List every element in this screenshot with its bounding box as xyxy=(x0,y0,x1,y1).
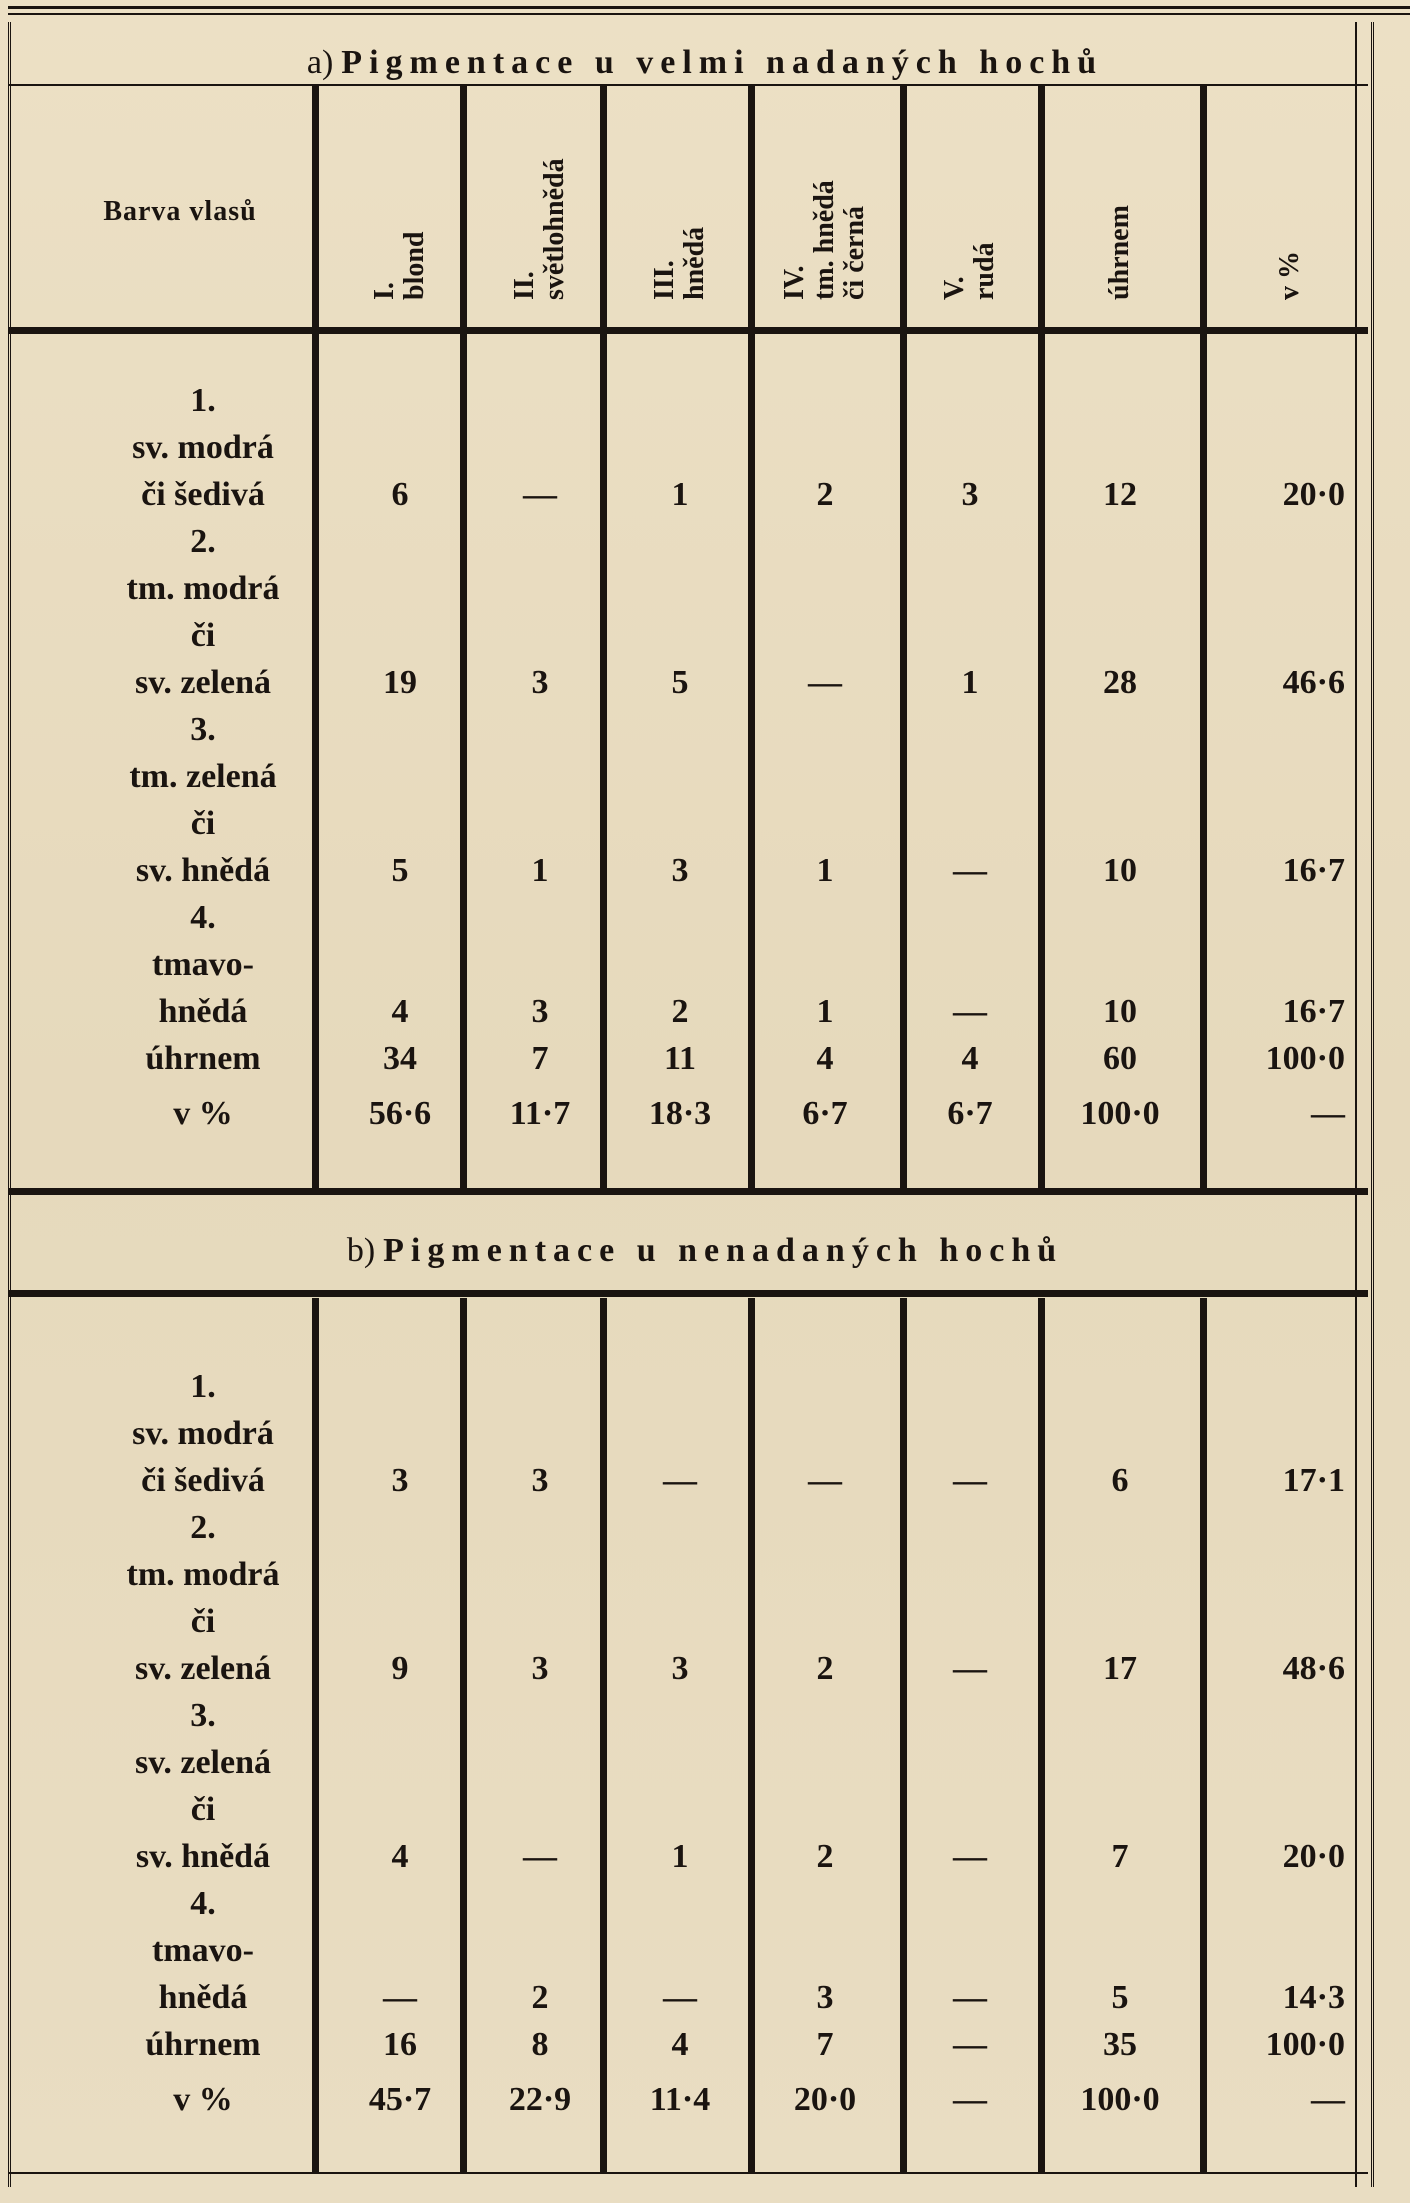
section-b-total-cell: — xyxy=(953,2026,987,2063)
section-b-row-label xyxy=(88,1880,318,2021)
section-a-percent-cell: 56·6 xyxy=(368,1095,432,1132)
section-a-percent-cell: 6·7 xyxy=(947,1095,993,1132)
row-label-line: 3. xyxy=(190,1697,216,1734)
section-b-row-label xyxy=(88,1504,318,1692)
section-b-cell: 5 xyxy=(1111,1979,1129,2016)
row-label-line: sv. hnědá xyxy=(135,1838,271,1875)
section-b-cell: — xyxy=(663,1979,697,2016)
section-b-cell: 2 xyxy=(531,1979,549,2016)
row-label-line: sv. hnědá xyxy=(135,852,271,889)
section-a-title-rule xyxy=(8,84,1368,86)
section-a-cell: 10 xyxy=(1103,993,1137,1030)
section-a-cell: 6 xyxy=(391,476,409,513)
section-b-total-cell: 7 xyxy=(816,2026,834,2063)
section-a-cell: 1 xyxy=(816,852,834,889)
row-label-line: 2. xyxy=(190,1509,216,1546)
section-a-total-cell: 7 xyxy=(531,1040,549,1077)
column-header-2 xyxy=(510,158,570,300)
section-a-bottom-rule xyxy=(8,1188,1368,1195)
section-a-cell: 1 xyxy=(961,664,979,701)
section-a-cell: — xyxy=(808,664,842,701)
section-a-cell: 1 xyxy=(816,993,834,1030)
section-a-total-label: úhrnem xyxy=(145,1040,261,1077)
section-a-prefix: a) xyxy=(306,44,334,81)
column-header-4 xyxy=(780,180,870,300)
row-label-line: tm. zelená xyxy=(129,758,277,795)
section-a-row-label xyxy=(88,894,318,1035)
section-a-total-cell: 34 xyxy=(383,1040,417,1077)
section-a-percent-cell: — xyxy=(1311,1095,1345,1132)
row-label-line: sv. zelená xyxy=(135,1744,271,1781)
section-b-cell: 20·0 xyxy=(1282,1838,1345,1875)
section-a-cell: 20·0 xyxy=(1282,476,1345,513)
section-b-total-cell: 35 xyxy=(1103,2026,1137,2063)
section-b-row-label xyxy=(88,1692,318,1880)
section-a-header-rule xyxy=(8,327,1368,334)
section-a-cell: 1 xyxy=(671,476,689,513)
section-b-cell: 48·6 xyxy=(1282,1650,1345,1687)
column-header-line: světlohnědá xyxy=(539,158,570,300)
section-b-cell: 4 xyxy=(391,1838,409,1875)
column-header-line: blond xyxy=(399,231,430,300)
section-b-percent-label: v % xyxy=(173,2081,233,2118)
section-a-cell: 28 xyxy=(1103,664,1137,701)
section-a-cell: 46·6 xyxy=(1282,664,1345,701)
section-b-total-label: úhrnem xyxy=(145,2026,261,2063)
row-label-line: tmavo- xyxy=(152,1932,254,1969)
column-header-5 xyxy=(940,242,1000,300)
column-header-line: III. xyxy=(649,260,680,300)
section-b-cell: 3 xyxy=(531,1462,549,1499)
section-b-percent-cell: 45·7 xyxy=(368,2081,432,2118)
section-b-cell: 2 xyxy=(816,1650,834,1687)
section-a-cell: — xyxy=(953,993,987,1030)
row-label-line: 4. xyxy=(190,899,216,936)
section-a-cell: 3 xyxy=(671,852,689,889)
section-b-cell: 2 xyxy=(816,1838,834,1875)
section-a-cell: 16·7 xyxy=(1282,852,1345,889)
section-a-cell: 5 xyxy=(391,852,409,889)
section-b-cell: — xyxy=(953,1838,987,1875)
section-b-cell: 17·1 xyxy=(1282,1462,1345,1499)
section-b-cell: 14·3 xyxy=(1282,1979,1345,2016)
section-b-cell: — xyxy=(663,1462,697,1499)
section-a-cell: 19 xyxy=(383,664,417,701)
hair-color-header: Barva vlasů xyxy=(103,196,257,227)
section-b-percent-cell: 100·0 xyxy=(1080,2081,1160,2118)
section-a-cell: 16·7 xyxy=(1282,993,1345,1030)
section-b-cell: 1 xyxy=(671,1838,689,1875)
row-label-line: 2. xyxy=(190,523,216,560)
row-label-line: tm. modrá xyxy=(126,1556,280,1593)
section-a-row-label xyxy=(88,706,318,894)
column-header-6 xyxy=(1105,205,1135,300)
section-b-percent-cell: 20·0 xyxy=(793,2081,857,2118)
column-header-line: tm. hnědá xyxy=(809,180,840,300)
section-b-title-text: Pigmentace u nenadaných hochů xyxy=(383,1232,1064,1269)
section-a-cell: 3 xyxy=(961,476,979,513)
column-header-line: V. xyxy=(939,276,970,300)
section-b-cell: — xyxy=(953,1462,987,1499)
column-header-line: II. xyxy=(509,271,540,300)
row-label-line: sv. zelená xyxy=(135,664,271,701)
row-label-line: či xyxy=(190,1791,216,1828)
section-a-title-text: Pigmentace u velmi nadaných hochů xyxy=(341,44,1104,81)
section-a-total-cell: 4 xyxy=(816,1040,834,1077)
section-b-cell: 6 xyxy=(1111,1462,1129,1499)
section-b-cell: — xyxy=(953,1650,987,1687)
section-b-cell: 3 xyxy=(391,1462,409,1499)
section-a-total-cell: 100·0 xyxy=(1265,1040,1345,1077)
section-b-cell: — xyxy=(808,1462,842,1499)
section-a-row-label xyxy=(88,518,318,706)
section-a-cell: 2 xyxy=(671,993,689,1030)
frame-inner-right-line xyxy=(1355,22,1357,2187)
column-header-line: úhrnem xyxy=(1104,205,1135,300)
section-b-title xyxy=(0,1232,1410,1270)
section-a-cell: — xyxy=(523,476,557,513)
column-header-1 xyxy=(370,232,430,301)
section-b-cell: — xyxy=(383,1979,417,2016)
section-b-prefix: b) xyxy=(346,1232,376,1269)
column-header-7 xyxy=(1275,251,1305,300)
column-header-line: IV. xyxy=(779,265,810,300)
row-label-line: či xyxy=(190,1603,216,1640)
row-label-line: tmavo- xyxy=(152,946,254,983)
section-b-cell: — xyxy=(523,1838,557,1875)
section-b-total-cell: 100·0 xyxy=(1265,2026,1345,2063)
section-a-cell: 10 xyxy=(1103,852,1137,889)
section-b-total-cell: 8 xyxy=(531,2026,549,2063)
section-a-percent-cell: 11·7 xyxy=(509,1095,571,1132)
row-label-line: sv. zelená xyxy=(135,1650,271,1687)
section-a-total-cell: 4 xyxy=(961,1040,979,1077)
section-a-cell: — xyxy=(953,852,987,889)
section-b-percent-cell: — xyxy=(953,2081,987,2118)
section-a-cell: 2 xyxy=(816,476,834,513)
column-header-line: I. xyxy=(369,282,400,300)
section-b-percent-cell: — xyxy=(1311,2081,1345,2118)
section-a-cell: 1 xyxy=(531,852,549,889)
section-b-cell: 9 xyxy=(391,1650,409,1687)
section-b-cell: 17 xyxy=(1103,1650,1137,1687)
section-b-cell: — xyxy=(953,1979,987,2016)
section-b-cell: 3 xyxy=(816,1979,834,2016)
section-b-total-cell: 4 xyxy=(671,2026,689,2063)
row-label-line: tm. modrá xyxy=(126,570,280,607)
top-rule-second xyxy=(8,13,1410,15)
row-label-line: 3. xyxy=(190,711,216,748)
row-label-line: 1. xyxy=(190,1368,216,1405)
row-label-line: hnědá xyxy=(158,993,248,1030)
section-a-total-cell: 11 xyxy=(663,1040,697,1077)
column-header-line: rudá xyxy=(969,242,1000,300)
section-a-cell: 3 xyxy=(531,664,549,701)
section-a-total-cell: 60 xyxy=(1103,1040,1137,1077)
column-header-3 xyxy=(650,227,710,300)
section-b-percent-cell: 11·4 xyxy=(649,2081,711,2118)
row-label-line: či xyxy=(190,617,216,654)
section-a-cell: 5 xyxy=(671,664,689,701)
top-rule xyxy=(8,6,1410,9)
section-b-row-label xyxy=(88,1363,318,1504)
row-label-line: 1. xyxy=(190,382,216,419)
section-b-cell: 7 xyxy=(1111,1838,1129,1875)
row-label-line: sv. modrá xyxy=(132,1415,274,1452)
row-label-line: či šedivá xyxy=(141,1462,265,1499)
row-label-line: či xyxy=(190,805,216,842)
section-b-total-cell: 16 xyxy=(383,2026,417,2063)
column-header-line: v % xyxy=(1274,251,1305,300)
row-label-line: 4. xyxy=(190,1885,216,1922)
column-header-line: hnědá xyxy=(679,226,710,300)
section-b-cell: 3 xyxy=(671,1650,689,1687)
section-a-row-label xyxy=(88,377,318,518)
section-b-percent-cell: 22·9 xyxy=(508,2081,572,2118)
section-b-cell: 3 xyxy=(531,1650,549,1687)
row-label-line: či šedivá xyxy=(141,476,265,513)
section-a-percent-label: v % xyxy=(173,1095,233,1132)
section-a-percent-cell: 18·3 xyxy=(648,1095,712,1132)
section-a-percent-cell: 6·7 xyxy=(802,1095,848,1132)
column-header-line: či černá xyxy=(839,205,870,300)
section-a-cell: 3 xyxy=(531,993,549,1030)
row-label-line: sv. modrá xyxy=(132,429,274,466)
row-label-line: hnědá xyxy=(158,1979,248,2016)
section-a-cell: 4 xyxy=(391,993,409,1030)
section-b-title-rule xyxy=(8,1290,1368,1297)
section-a-percent-cell: 100·0 xyxy=(1080,1095,1160,1132)
section-a-title xyxy=(0,44,1410,82)
bottom-rule xyxy=(8,2172,1368,2174)
section-a-cell: 12 xyxy=(1103,476,1137,513)
